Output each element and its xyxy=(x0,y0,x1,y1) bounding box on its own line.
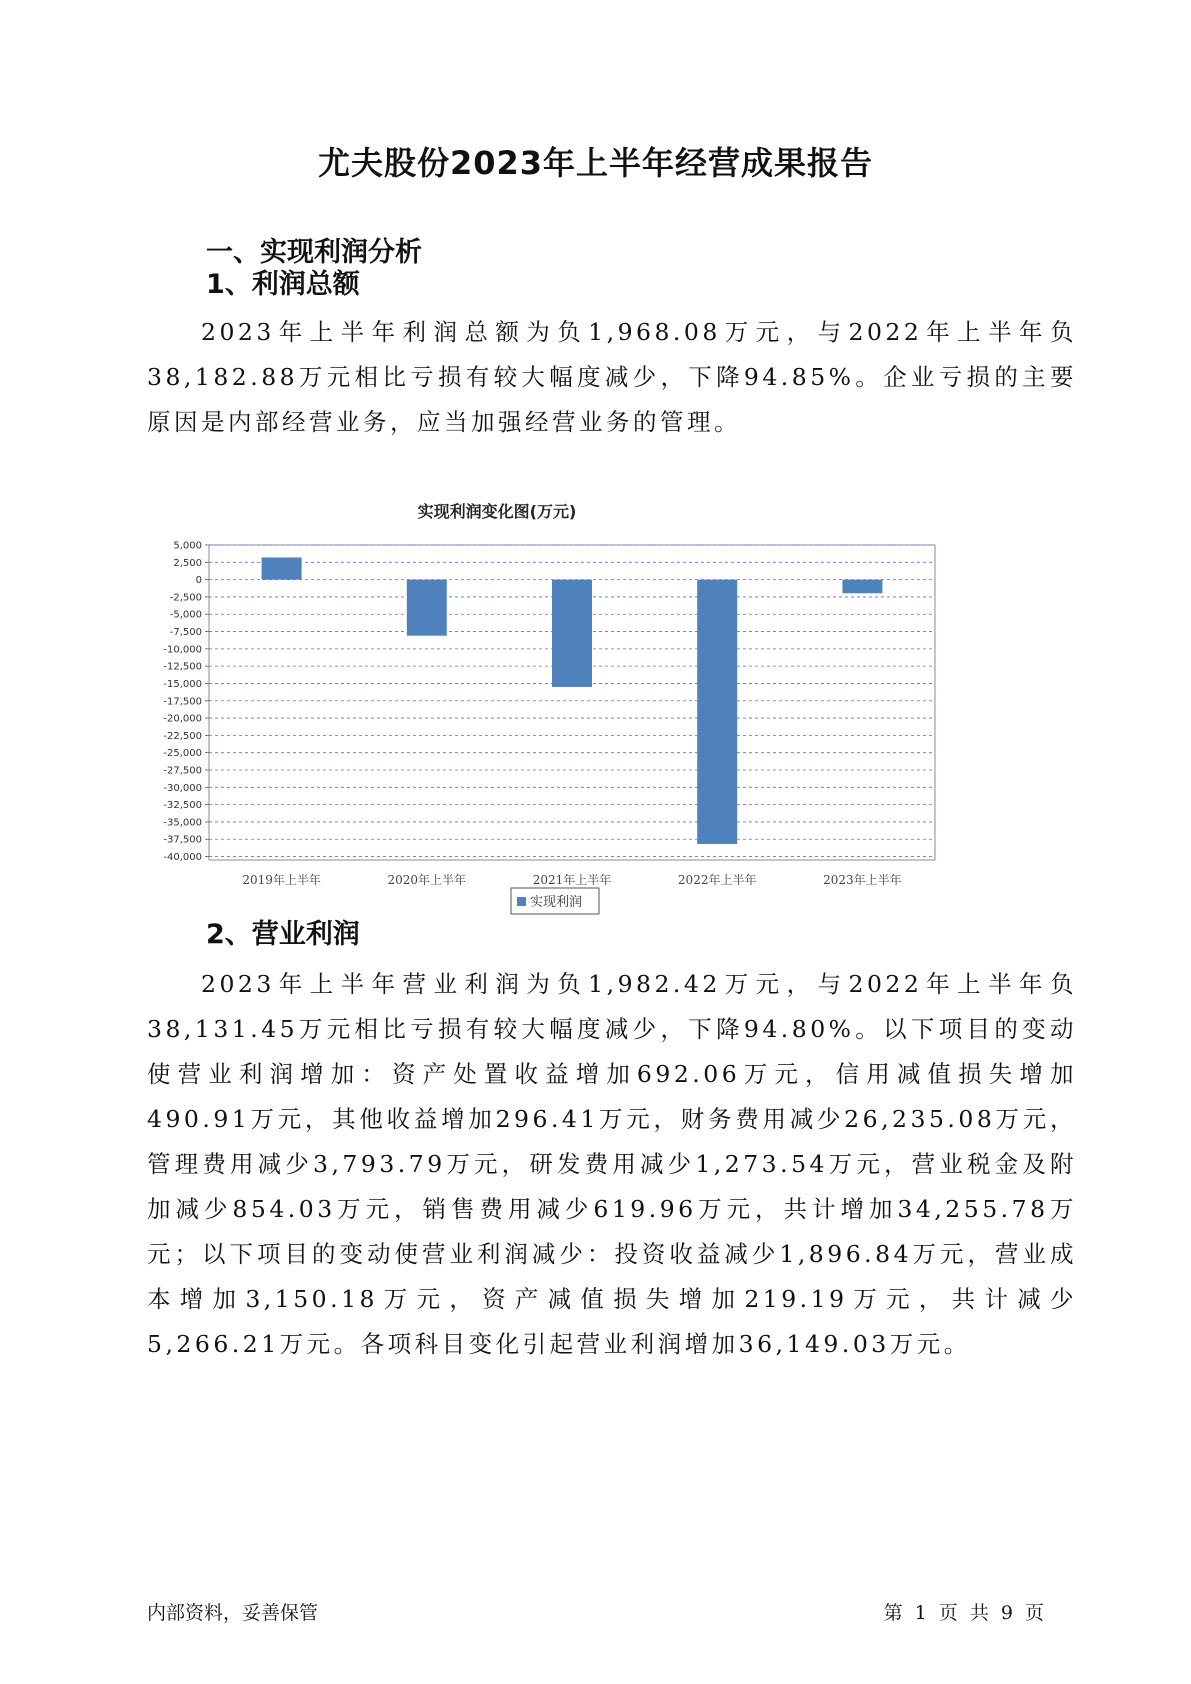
y-tick-label: -40,000 xyxy=(163,852,202,864)
y-tick-label: -5,000 xyxy=(169,609,202,621)
y-tick-label: -35,000 xyxy=(163,817,202,829)
bar-2 xyxy=(552,580,592,687)
section-heading: 一、实现利润分析 xyxy=(206,237,422,268)
y-tick-label: -10,000 xyxy=(163,644,202,656)
paragraph-operating-profit: 2023年上半年营业利润为负1,982.42万元，与2022年上半年负38,131.45万元相比亏损有较大幅度减少，下降94.80%。以下项目的变动使营业利润增加：资产处置收益增加692.06万元，信用减值损失增加490.91万元，其他收益增加296.41万元，财务费用减少26,235.08万元，管理费用减少3,793.79万元，研发费用减少1,273.54万元，营业税金及附加减少854.03万元，销售费用减少619.96万元，共计增加34,255.78万元；以下项目的变动使营业利润减少：投资收益减少1,896.84万元，营业成本增加3,150.18万元，资产减值损失增加219.19万元，共计减少5,266.21万元。各项科目变化引起营业利润增加36,149.03万元。 xyxy=(147,970,1077,1358)
y-tick-label: -17,500 xyxy=(163,696,202,708)
y-tick-label: -32,500 xyxy=(163,800,202,812)
y-tick-label: -25,000 xyxy=(163,748,202,760)
x-tick-label: 2019年上半年 xyxy=(242,873,321,887)
paragraph-profit-total: 2023年上半年利润总额为负1,968.08万元，与2022年上半年负38,182.88万元相比亏损有较大幅度减少，下降94.85%。企业亏损的主要原因是内部经营业务，应当加强经营业务的管理。 xyxy=(147,318,1077,436)
legend-swatch xyxy=(517,897,526,906)
y-tick-label: -27,500 xyxy=(163,765,202,777)
subsection-heading-profit-total: 1、利润总额 xyxy=(206,269,360,300)
x-tick-label: 2022年上半年 xyxy=(677,873,757,887)
y-tick-label: -20,000 xyxy=(163,713,202,725)
subsection-heading-operating-profit: 2、营业利润 xyxy=(206,919,360,950)
y-tick-label: -2,500 xyxy=(169,592,202,604)
bar-4 xyxy=(842,580,882,594)
y-tick-label: -15,000 xyxy=(163,678,202,690)
chart-legend xyxy=(511,888,599,914)
x-tick-label: 2021年上半年 xyxy=(532,873,612,887)
page-title: 尤夫股份2023年上半年经营成果报告 xyxy=(317,144,874,182)
profit-chart xyxy=(147,495,1047,960)
bar-3 xyxy=(697,580,737,844)
x-tick-label: 2023年上半年 xyxy=(823,873,902,887)
y-tick-label: -22,500 xyxy=(163,730,202,742)
y-tick-label: 2,500 xyxy=(173,557,202,569)
chart-title: 实现利润变化图(万元) xyxy=(417,502,577,521)
y-tick-label: 0 xyxy=(195,575,202,587)
y-tick-label: 5,000 xyxy=(173,540,202,552)
footer-page-number: 第 1 页 共 9 页 xyxy=(883,1602,1044,1624)
footer-confidential-note: 内部资料，妥善保管 xyxy=(147,1602,319,1624)
x-tick-label: 2020年上半年 xyxy=(387,873,467,887)
y-tick-label: -7,500 xyxy=(169,627,202,639)
bar-1 xyxy=(407,580,447,636)
bar-0 xyxy=(262,557,302,579)
y-tick-label: -30,000 xyxy=(163,782,202,794)
y-tick-label: -12,500 xyxy=(163,661,202,673)
y-tick-label: -37,500 xyxy=(163,834,202,846)
legend-label: 实现利润 xyxy=(530,895,583,910)
